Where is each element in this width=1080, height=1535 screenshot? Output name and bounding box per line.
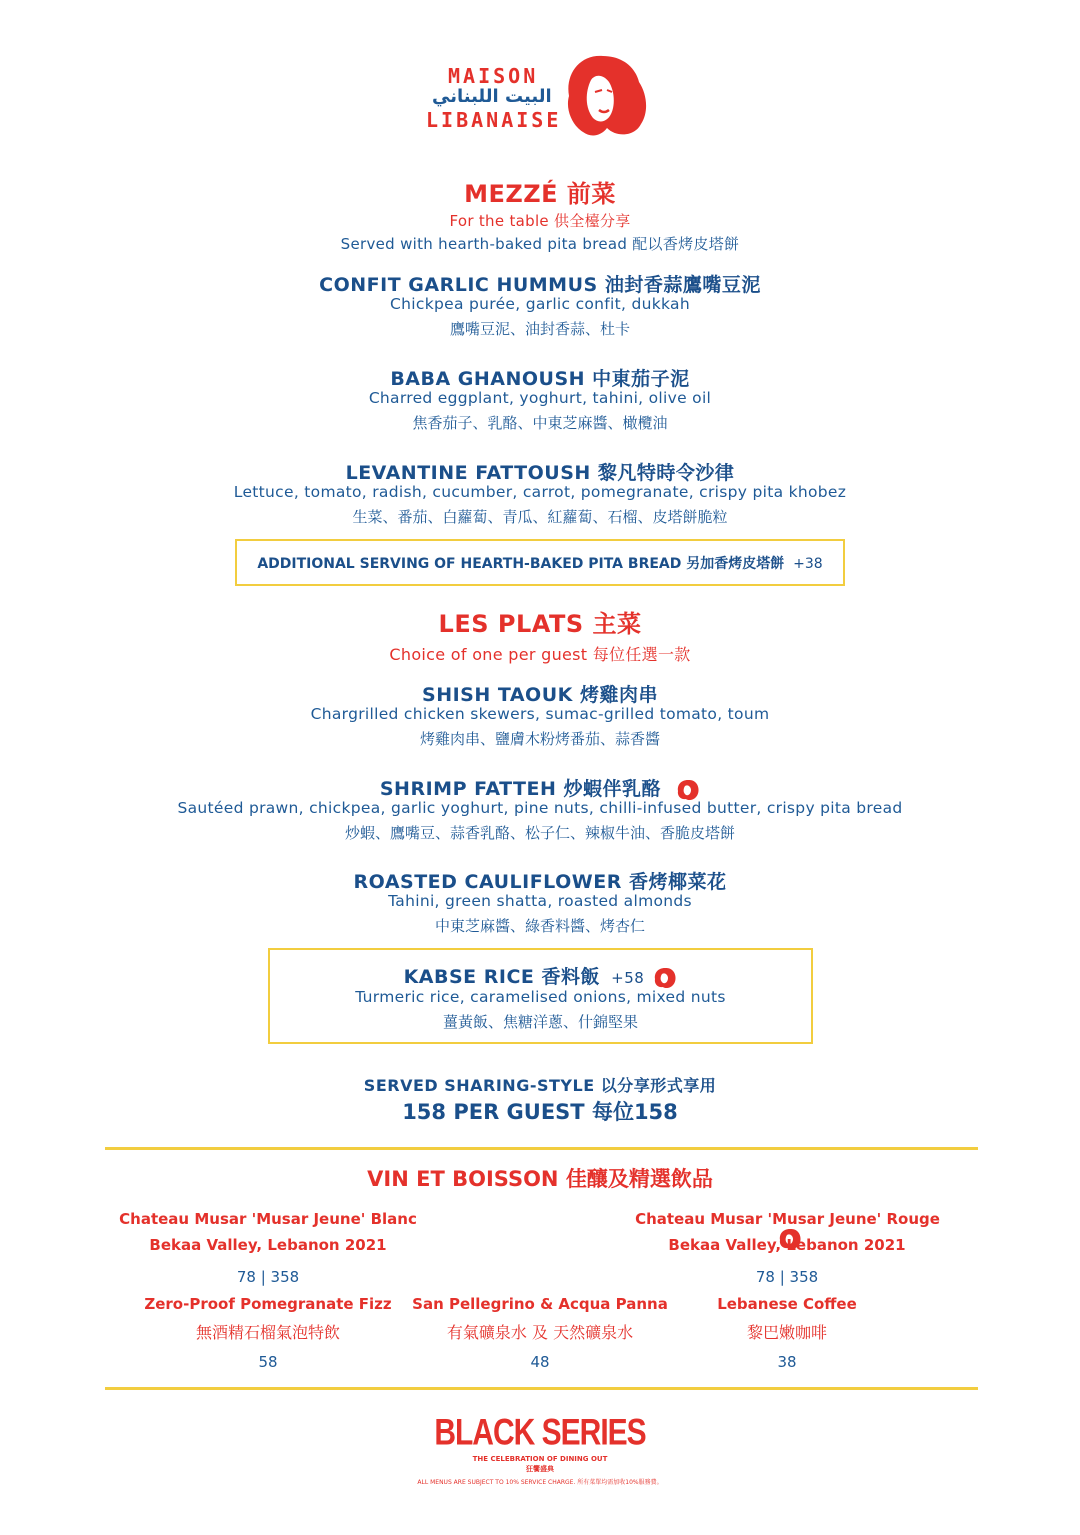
dish-description-zh: 中東芝麻醬、綠香料醬、烤杏仁 <box>434 917 645 935</box>
serving-style: SERVED SHARING-STYLE 以分享形式享用 <box>363 1076 717 1095</box>
dish-description: Sautéed prawn, chickpea, garlic yoghurt, pine nuts, chilli-infused butter, crispy pita bread <box>177 799 903 817</box>
dish-description-zh: 生菜、番茄、白蘿蔔、青瓜、紅蘿蔔、石榴、皮塔餅脆粒 <box>352 508 728 526</box>
dish-description-zh: 烤雞肉串、鹽膚木粉烤番茄、蒜香醬 <box>419 730 660 748</box>
wine-region: Bekaa Valley, Lebanon 2021 <box>668 1236 906 1254</box>
dish-name: KABSE RICE 香料飯 <box>403 966 601 988</box>
section-title-mezze: MEZZÉ 前菜 <box>464 180 616 208</box>
dish-name: SHRIMP FATTEH 炒蝦伴乳酪 <box>379 778 661 800</box>
dish-description: Chickpea purée, garlic confit, dukkah <box>390 295 690 313</box>
wine-name: Chateau Musar 'Musar Jeune' Rouge <box>635 1210 940 1228</box>
dish-supplement-price: +58 <box>611 969 645 987</box>
drink-name: San Pellegrino & Acqua Panna <box>412 1295 668 1313</box>
plats-subtitle: Choice of one per guest 每位任選一款 <box>389 645 691 664</box>
pita-addon-box <box>235 539 845 586</box>
dish-description-zh: 薑黃飯、焦糖洋蔥、什錦堅果 <box>442 1013 638 1031</box>
drink-name-zh: 無酒精石榴氣泡特飲 <box>195 1323 340 1342</box>
dish-description: Chargrilled chicken skewers, sumac-grilled tomato, toum <box>310 705 770 723</box>
dish-description: Lettuce, tomato, radish, cucumber, carrot, pomegranate, crispy pita khobez <box>233 483 847 501</box>
section-title-drinks: VIN ET BOISSON 佳釀及精選飲品 <box>367 1167 713 1191</box>
woman-portrait-icon <box>555 52 655 142</box>
dish-name: ROASTED CAULIFLOWER 香烤椰菜花 <box>353 871 727 893</box>
footer-tagline-zh: 狂饗盛典 <box>526 1465 554 1473</box>
dish-name: CONFIT GARLIC HUMMUS 油封香蒜鷹嘴豆泥 <box>319 274 761 296</box>
dish-description: Turmeric rice, caramelised onions, mixed nuts <box>355 988 726 1006</box>
drink-name-zh: 黎巴嫩咖啡 <box>746 1323 827 1342</box>
dish-description-zh: 焦香茄子、乳酪、中東芝麻醬、橄欖油 <box>412 414 668 432</box>
dish-description: Charred eggplant, yoghurt, tahini, olive oil <box>368 389 712 407</box>
wine-name: Chateau Musar 'Musar Jeune' Blanc <box>119 1210 417 1228</box>
footer-brand: BLACK SERIES <box>434 1411 646 1453</box>
dish-name: BABA GHANOUSH 中東茄子泥 <box>390 368 690 390</box>
brand-logo <box>420 52 660 142</box>
section-title-plats: LES PLATS 主菜 <box>438 610 642 638</box>
drink-name-zh: 有氣礦泉水 及 天然礦泉水 <box>446 1323 634 1342</box>
brand-name-line2: LIBANAISE <box>426 108 562 132</box>
service-charge-note: ALL MENUS ARE SUBJECT TO 10% SERVICE CHARGE. 所有菜單均需加收10%服務費。 <box>417 1479 663 1486</box>
dish-name: LEVANTINE FATTOUSH 黎凡特時令沙律 <box>345 462 735 484</box>
drink-name: Zero-Proof Pomegranate Fizz <box>144 1295 392 1313</box>
kabse-rice-box <box>268 948 813 1044</box>
mezze-subtitle: For the table 供全檯分享 <box>449 212 631 230</box>
dish-description-zh: 鷹嘴豆泥、油封香蒜、杜卡 <box>449 320 630 338</box>
drink-name: Lebanese Coffee <box>717 1295 857 1313</box>
pita-addon-label: ADDITIONAL SERVING OF HEARTH-BAKED PITA BREAD 另加香烤皮塔餅 <box>257 556 785 572</box>
brand-name-arabic: البيت اللبناني <box>432 86 552 107</box>
divider <box>105 1387 978 1390</box>
dish-description-zh: 炒蝦、鷹嘴豆、蒜香乳酪、松子仁、辣椒牛油、香脆皮塔餅 <box>344 824 735 842</box>
drink-price: 58 <box>258 1353 278 1371</box>
brand-name-line1: MAISON <box>448 64 539 88</box>
mezze-note: Served with hearth-baked pita bread 配以香烤皮塔餅 <box>340 235 740 253</box>
dish-name: SHISH TAOUK 烤雞肉串 <box>422 684 658 706</box>
drink-price: 38 <box>777 1353 797 1371</box>
dish-name-with-signature <box>0 774 1080 801</box>
footer-tagline: THE CELEBRATION OF DINING OUT <box>472 1455 608 1463</box>
signature-dish-icon <box>653 967 677 989</box>
wine-price: 78 | 358 <box>236 1268 300 1286</box>
drink-price: 48 <box>530 1353 550 1371</box>
price-per-guest: 158 PER GUEST 每位158 <box>402 1100 678 1124</box>
dish-description: Tahini, green shatta, roasted almonds <box>388 892 692 910</box>
pita-addon-price: +38 <box>793 556 823 572</box>
wine-price: 78 | 358 <box>755 1268 819 1286</box>
signature-dish-icon <box>676 779 700 801</box>
divider <box>105 1147 978 1150</box>
wine-region: Bekaa Valley, Lebanon 2021 <box>149 1236 387 1254</box>
